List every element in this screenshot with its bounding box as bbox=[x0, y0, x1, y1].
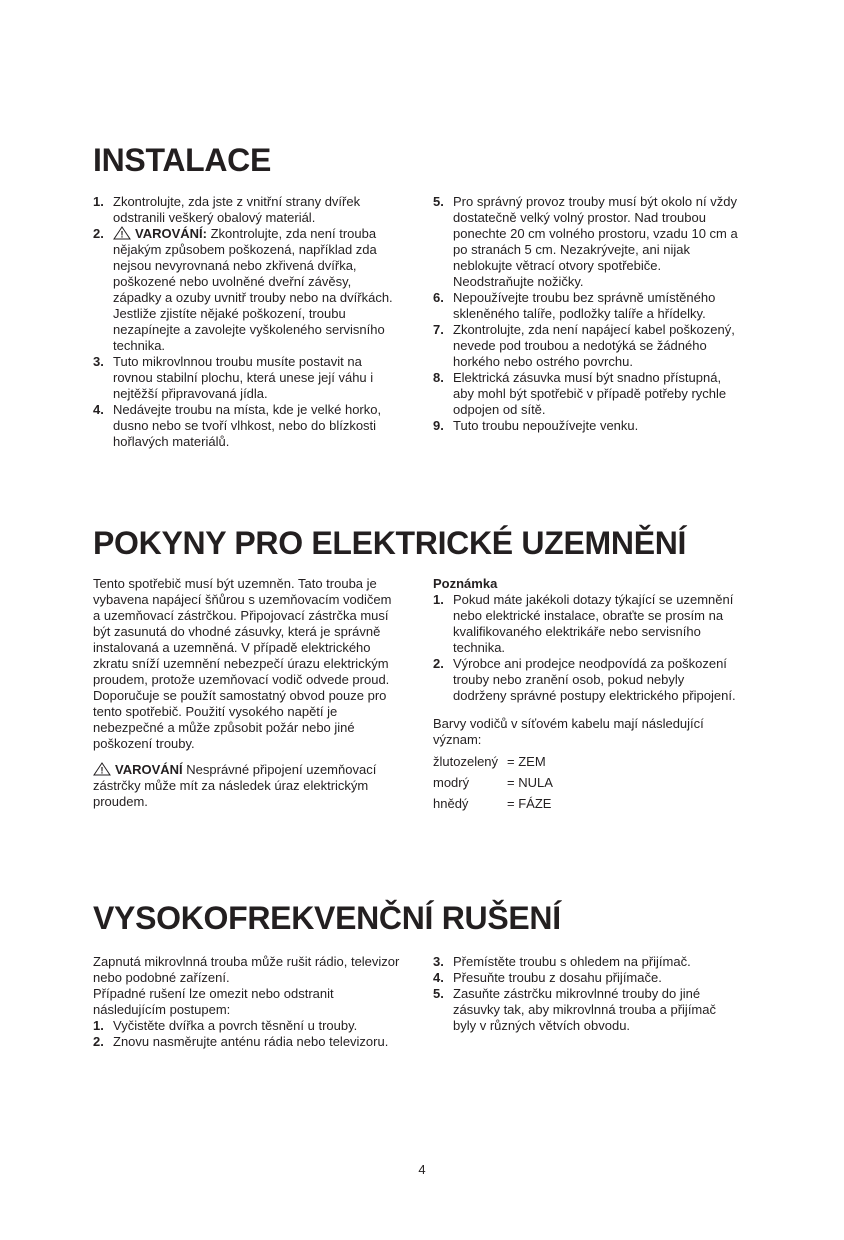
item-line: Nepoužívejte troubu bez správně umístěného bbox=[453, 290, 716, 305]
item-line: technika. bbox=[453, 640, 506, 655]
text-line: Případné rušení lze omezit nebo odstranit bbox=[93, 986, 334, 1001]
item-line: Pro správný provoz trouby musí být okolo ní vždy bbox=[453, 194, 737, 209]
item-number: 1. bbox=[93, 1018, 104, 1033]
item-line: Zkontrolujte, zda jste z vnitřní strany dvířek bbox=[113, 194, 361, 209]
item-line: Zkontrolujte, zda není napájecí kabel poškozený, bbox=[453, 322, 735, 337]
item-line: ponechte 20 cm volného prostoru, vzadu 10 cm a bbox=[453, 226, 738, 241]
item-line: neblokujte větrací otvory spotřebiče. bbox=[453, 258, 662, 273]
text-line: zkratu sníží uzemnění nebezpečí úrazu elektrickým bbox=[93, 656, 389, 671]
list-item bbox=[433, 194, 763, 290]
instalace-list-left bbox=[93, 194, 423, 450]
item-line: horkého nebo ostrého povrchu. bbox=[453, 354, 633, 369]
list-item bbox=[93, 1034, 423, 1050]
wire-color-row: hnědý = FÁZE bbox=[433, 796, 552, 811]
item-text: Zkontrolujte, zda není trouba bbox=[206, 226, 377, 241]
list-item bbox=[433, 954, 763, 970]
item-line: zásuvky tak, aby mikrovlnná trouba a přijímač bbox=[453, 1002, 716, 1017]
item-line: Nedávejte troubu na místa, kde je velké horko, bbox=[113, 402, 382, 417]
text-line: Barvy vodičů v síťovém kabelu mají následující bbox=[433, 716, 704, 731]
item-line: nejtěžší připravovaná jídla. bbox=[113, 386, 268, 401]
text-line: Tento spotřebič musí být uzemněn. Tato trouba je bbox=[93, 576, 377, 591]
text-line: proudem, protože uzemňovací vodič odvede proud. bbox=[93, 672, 390, 687]
list-item bbox=[433, 592, 763, 656]
text-line: nebo podobné zařízení. bbox=[93, 970, 230, 985]
interference-list-left bbox=[93, 1018, 423, 1050]
colors-intro bbox=[433, 716, 763, 748]
svg-text:!: ! bbox=[120, 229, 124, 240]
interference-left bbox=[93, 954, 423, 1050]
item-line: nevede pod troubou a nedotýká se žádného bbox=[453, 338, 707, 353]
item-number: 1. bbox=[433, 592, 444, 607]
item-number: 7. bbox=[433, 322, 444, 337]
item-number: 2. bbox=[93, 226, 104, 241]
instalace-list-right bbox=[433, 194, 763, 434]
item-line: dodrženy správné postupy elektrického připojení. bbox=[453, 688, 736, 703]
note-title: Poznámka bbox=[433, 576, 498, 591]
heading-instalace: INSTALACE bbox=[93, 142, 272, 178]
item-line: byly v různých větvích obvodu. bbox=[453, 1018, 631, 1033]
item-number: 6. bbox=[433, 290, 444, 305]
text-line: tento spotřebič. Použití vysokého napětí je bbox=[93, 704, 338, 719]
item-line: nezapínejte a zavolejte vyškoleného servisního bbox=[113, 322, 385, 337]
list-item bbox=[93, 402, 423, 450]
warning-label: VAROVÁNÍ: bbox=[135, 226, 207, 241]
item-number: 4. bbox=[93, 402, 104, 417]
text-line: vybavena napájecí šňůrou s uzemňovacím vodičem bbox=[93, 592, 392, 607]
svg-text:!: ! bbox=[100, 765, 104, 776]
warning-triangle-icon bbox=[113, 226, 131, 240]
item-line: Zasuňte zástrčku mikrovlnné trouby do jiné bbox=[453, 986, 701, 1001]
item-number: 3. bbox=[433, 954, 444, 969]
item-number: 4. bbox=[433, 970, 444, 985]
item-line: Výrobce ani prodejce neodpovídá za poškození bbox=[453, 656, 727, 671]
item-line: Pokud máte jakékoli dotazy týkající se uzemnění bbox=[453, 592, 734, 607]
text-line: a uzemňovací zástrčkou. Připojovací zástrčka musí bbox=[93, 608, 389, 623]
list-item bbox=[433, 370, 763, 418]
warning-line: ! VAROVÁNÍ Nesprávné připojení uzemňovací bbox=[93, 762, 423, 778]
item-line: dostatečně velký volný prostor. Nad troubou bbox=[453, 210, 706, 225]
item-line: Vyčistěte dvířka a povrch těsnění u trouby. bbox=[113, 1018, 358, 1033]
text-line: Zapnutá mikrovlnná trouba může rušit rádio, televizor bbox=[93, 954, 400, 969]
item-line: odstranili veškerý obalový materiál. bbox=[113, 210, 316, 225]
item-line: odpojen od sítě. bbox=[453, 402, 546, 417]
heading-ruseni: VYSOKOFREKVENČNÍ RUŠENÍ bbox=[93, 900, 561, 936]
list-item bbox=[433, 970, 763, 986]
item-line: Znovu nasměrujte anténu rádia nebo televizoru. bbox=[113, 1034, 389, 1049]
item-line: Tuto mikrovlnnou troubu musíte postavit na bbox=[113, 354, 362, 369]
item-line: skleněného talíře, podložky talíře a hřídelky. bbox=[453, 306, 706, 321]
item-line: aby mohl být spotřebič v případě potřeby rychle bbox=[453, 386, 727, 401]
item-line: technika. bbox=[113, 338, 166, 353]
item-line: poškozené nebo uvolněné dveřní závěsy, bbox=[113, 274, 352, 289]
item-number: 1. bbox=[93, 194, 104, 209]
item-number: 3. bbox=[93, 354, 104, 369]
wire-color-row: žlutozelený = ZEM bbox=[433, 754, 546, 769]
item-line bbox=[113, 226, 423, 242]
text-line: Doporučuje se použít samostatný obvod pouze pro bbox=[93, 688, 387, 703]
item-line: západky a ozuby uvnitř trouby nebo na dvířkách. bbox=[113, 290, 393, 305]
item-line: kvalifikovaného elektrikáře nebo servisního bbox=[453, 624, 701, 639]
list-item bbox=[93, 1018, 423, 1034]
list-item bbox=[433, 418, 763, 434]
text-line: být zasunutá do vhodné zásuvky, která je správně bbox=[93, 624, 381, 639]
interference-list-right bbox=[433, 954, 763, 1034]
page-number: 4 bbox=[418, 1162, 426, 1177]
list-item bbox=[93, 194, 423, 226]
list-item bbox=[433, 322, 763, 370]
item-line: rovnou stabilní plochu, která unese její váhu i bbox=[113, 370, 374, 385]
item-line: nějakým způsobem poškozená, například zda bbox=[113, 242, 377, 257]
item-line: po stranách 5 cm. Nezakrývejte, ani nijak bbox=[453, 242, 690, 257]
item-line: Neodstraňujte nožičky. bbox=[453, 274, 584, 289]
item-line: Přemístěte troubu s ohledem na přijímač. bbox=[453, 954, 691, 969]
item-line: Tuto troubu nepoužívejte venku. bbox=[453, 418, 639, 433]
item-line: nebo elektrické instalace, obraťte se prosím na bbox=[453, 608, 724, 623]
text-line: význam: bbox=[433, 732, 482, 747]
item-number: 2. bbox=[93, 1034, 104, 1049]
wire-color-row: modrý = NULA bbox=[433, 775, 553, 790]
item-line: Přesuňte troubu z dosahu přijímače. bbox=[453, 970, 662, 985]
list-item bbox=[93, 226, 423, 354]
text-line: poškození trouby. bbox=[93, 736, 195, 751]
item-line: Jestliže zjistíte nějaké poškození, troubu bbox=[113, 306, 346, 321]
item-line: hořlavých materiálů. bbox=[113, 434, 230, 449]
item-number: 5. bbox=[433, 194, 444, 209]
item-line: trouby nebo zranění osob, pokud nebyly bbox=[453, 672, 685, 687]
text-line: následujícím postupem: bbox=[93, 1002, 231, 1017]
list-item bbox=[433, 986, 763, 1034]
item-line: dusno nebo se tvoří vlhkost, nebo do blízkosti bbox=[113, 418, 377, 433]
item-number: 8. bbox=[433, 370, 444, 385]
text-line: instalovaná a uzemněná. V případě elektrického bbox=[93, 640, 371, 655]
note-list bbox=[433, 592, 763, 704]
item-line: Elektrická zásuvka musí být snadno přístupná, bbox=[453, 370, 722, 385]
text-line: nebezpečné a může způsobit požár nebo jiné bbox=[93, 720, 355, 735]
list-item bbox=[433, 656, 763, 704]
list-item bbox=[93, 354, 423, 402]
grounding-paragraph bbox=[93, 576, 423, 752]
warning-triangle-icon bbox=[93, 762, 111, 776]
heading-uzemneni: POKYNY PRO ELEKTRICKÉ UZEMNĚNÍ bbox=[93, 525, 687, 561]
item-number: 2. bbox=[433, 656, 444, 671]
item-number: 5. bbox=[433, 986, 444, 1001]
grounding-warning: ! VAROVÁNÍ Nesprávné připojení uzemňovací zástrčky může mít za následek úraz elektrickým proudem. bbox=[93, 762, 423, 810]
note-block bbox=[433, 576, 763, 814]
item-line: nejsou nevyrovnaná nebo zkřivená dvířka, bbox=[113, 258, 357, 273]
interference-paragraph bbox=[93, 954, 423, 1018]
item-number: 9. bbox=[433, 418, 444, 433]
list-item bbox=[433, 290, 763, 322]
wire-colors-table bbox=[433, 751, 763, 814]
